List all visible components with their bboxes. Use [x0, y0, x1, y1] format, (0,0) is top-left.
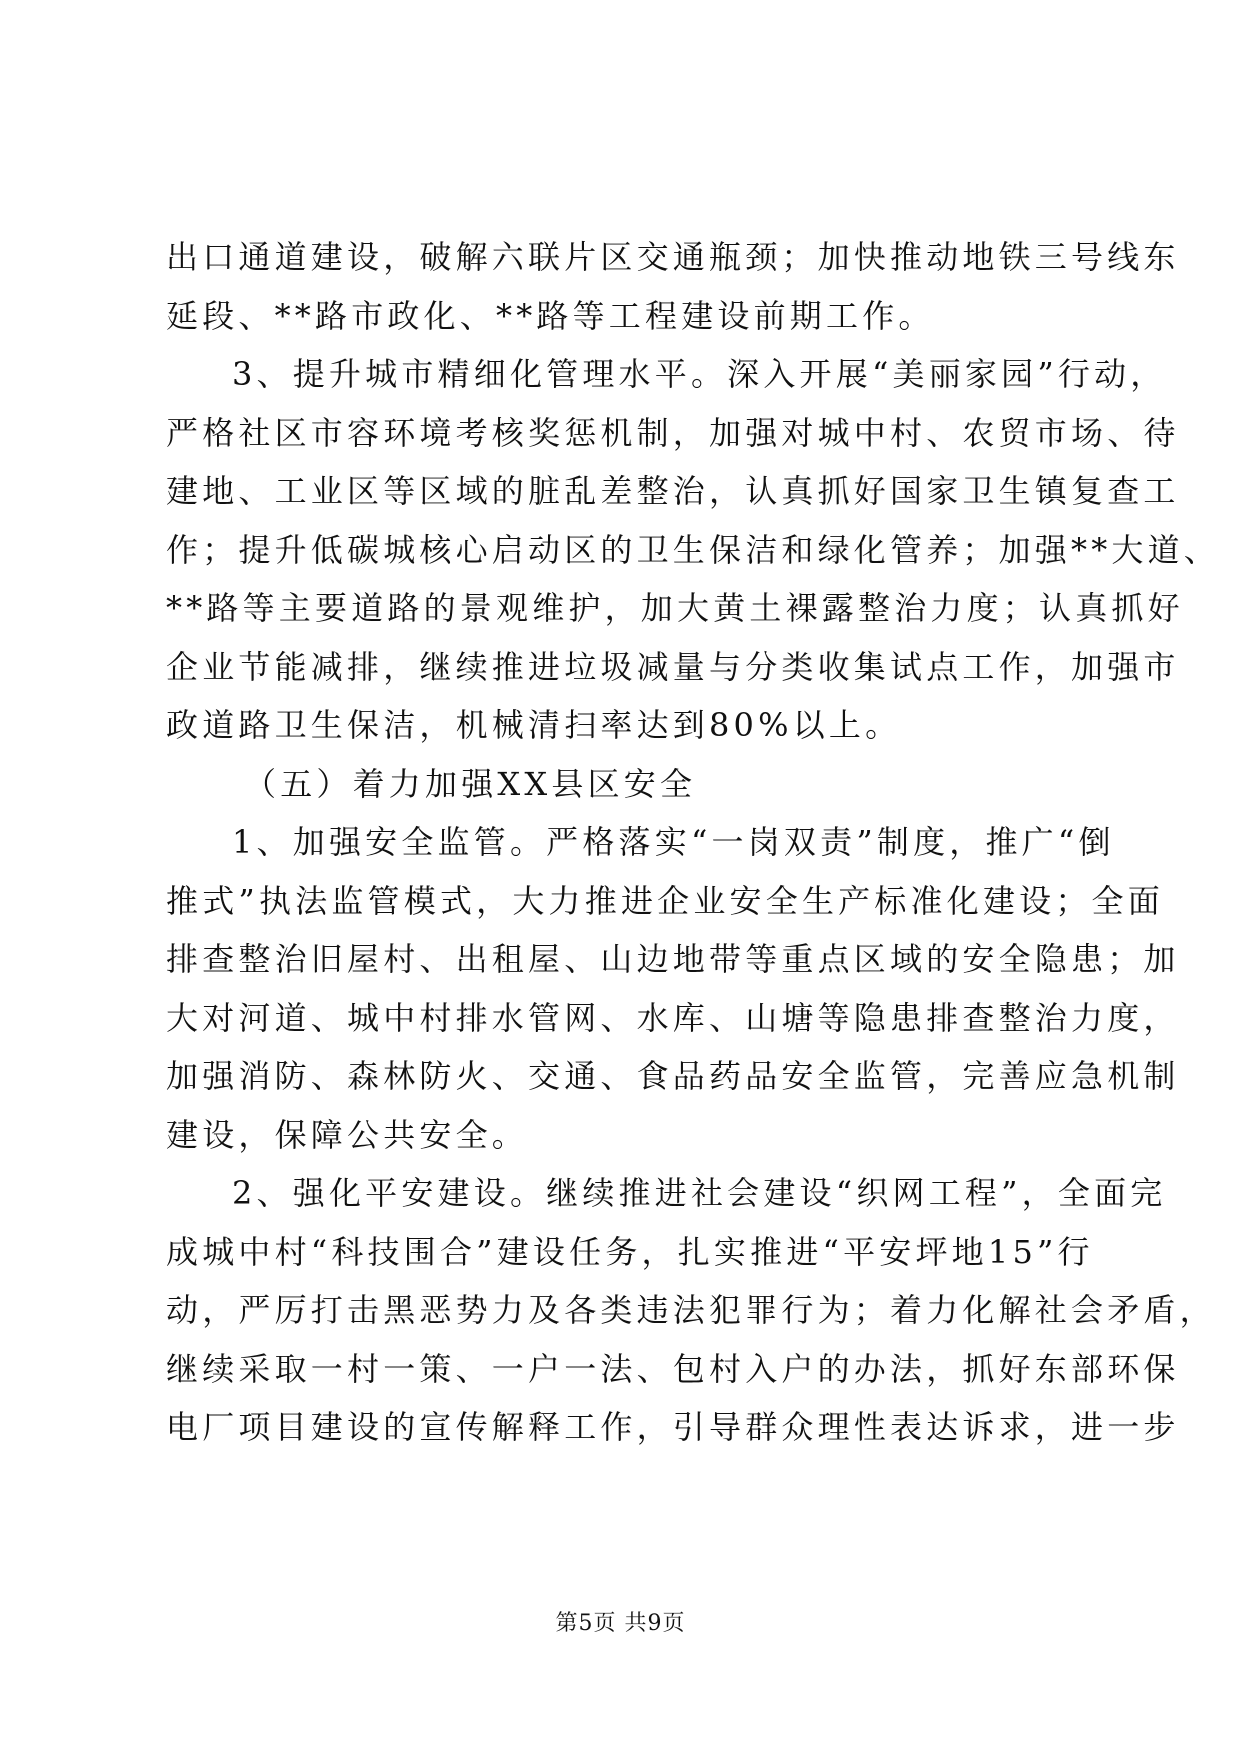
- paragraph-start-line: 3、提升城市精细化管理水平。深入开展“美丽家园”行动，: [232, 355, 1167, 393]
- text-line: 动，严厉打击黑恶势力及各类违法犯罪行为；着力化解社会矛盾，: [166, 1291, 1216, 1329]
- text-line: 作；提升低碳城核心启动区的卫生保洁和绿化管养；加强**大道、: [166, 530, 1221, 569]
- text-line: 大对河道、城中村排水管网、水库、山塘等隐患排查整治力度，: [166, 998, 1180, 1037]
- text-line: 加强消防、森林防火、交通、食品药品安全监管，完善应急机制: [166, 1057, 1180, 1095]
- text-line: 企业节能减排，继续推进垃圾减量与分类收集试点工作，加强市: [166, 647, 1180, 686]
- paragraph-start-line: 2、强化平安建设。继续推进社会建设“织网工程”，全面完: [232, 1174, 1167, 1212]
- text-line: 出口通道建设，破解六联片区交通瓶颈；加快推动地铁三号线东: [166, 238, 1180, 276]
- text-line: 建设，保障公共安全。: [166, 1115, 529, 1154]
- text-line: **路等主要道路的景观维护，加大黄土裸露整治力度；认真抓好: [166, 589, 1184, 627]
- text-line: 政道路卫生保洁，机械清扫率达到80%以上。: [166, 706, 902, 744]
- text-line: 延段、**路市政化、**路等工程建设前期工作。: [166, 296, 935, 335]
- paragraph-start-line: 1、加强安全监管。严格落实“一岗双责”制度，推广“倒: [232, 823, 1115, 861]
- text-line: 建地、工业区等区域的脏乱差整治，认真抓好国家卫生镇复查工: [166, 472, 1180, 510]
- text-line: 推式”执法监管模式，大力推进企业安全生产标准化建设；全面: [166, 881, 1164, 920]
- text-line: 电厂项目建设的宣传解释工作，引导群众理性表达诉求，进一步: [166, 1408, 1180, 1446]
- document-body: [166, 228, 1221, 1457]
- text-line: 成城中村“科技围合”建设任务，扎实推进“平安坪地15”行: [166, 1232, 1094, 1271]
- text-line: 排查整治旧屋村、出租屋、山边地带等重点区域的安全隐患；加: [166, 940, 1180, 978]
- section-heading: （五）着力加强XX县区安全: [244, 764, 697, 803]
- text-line: 严格社区市容环境考核奖惩机制，加强对城中村、农贸市场、待: [166, 413, 1180, 452]
- page-number-footer: 第5页 共9页: [555, 1611, 686, 1636]
- text-line: 继续采取一村一策、一户一法、包村入户的办法，抓好东部环保: [166, 1349, 1180, 1388]
